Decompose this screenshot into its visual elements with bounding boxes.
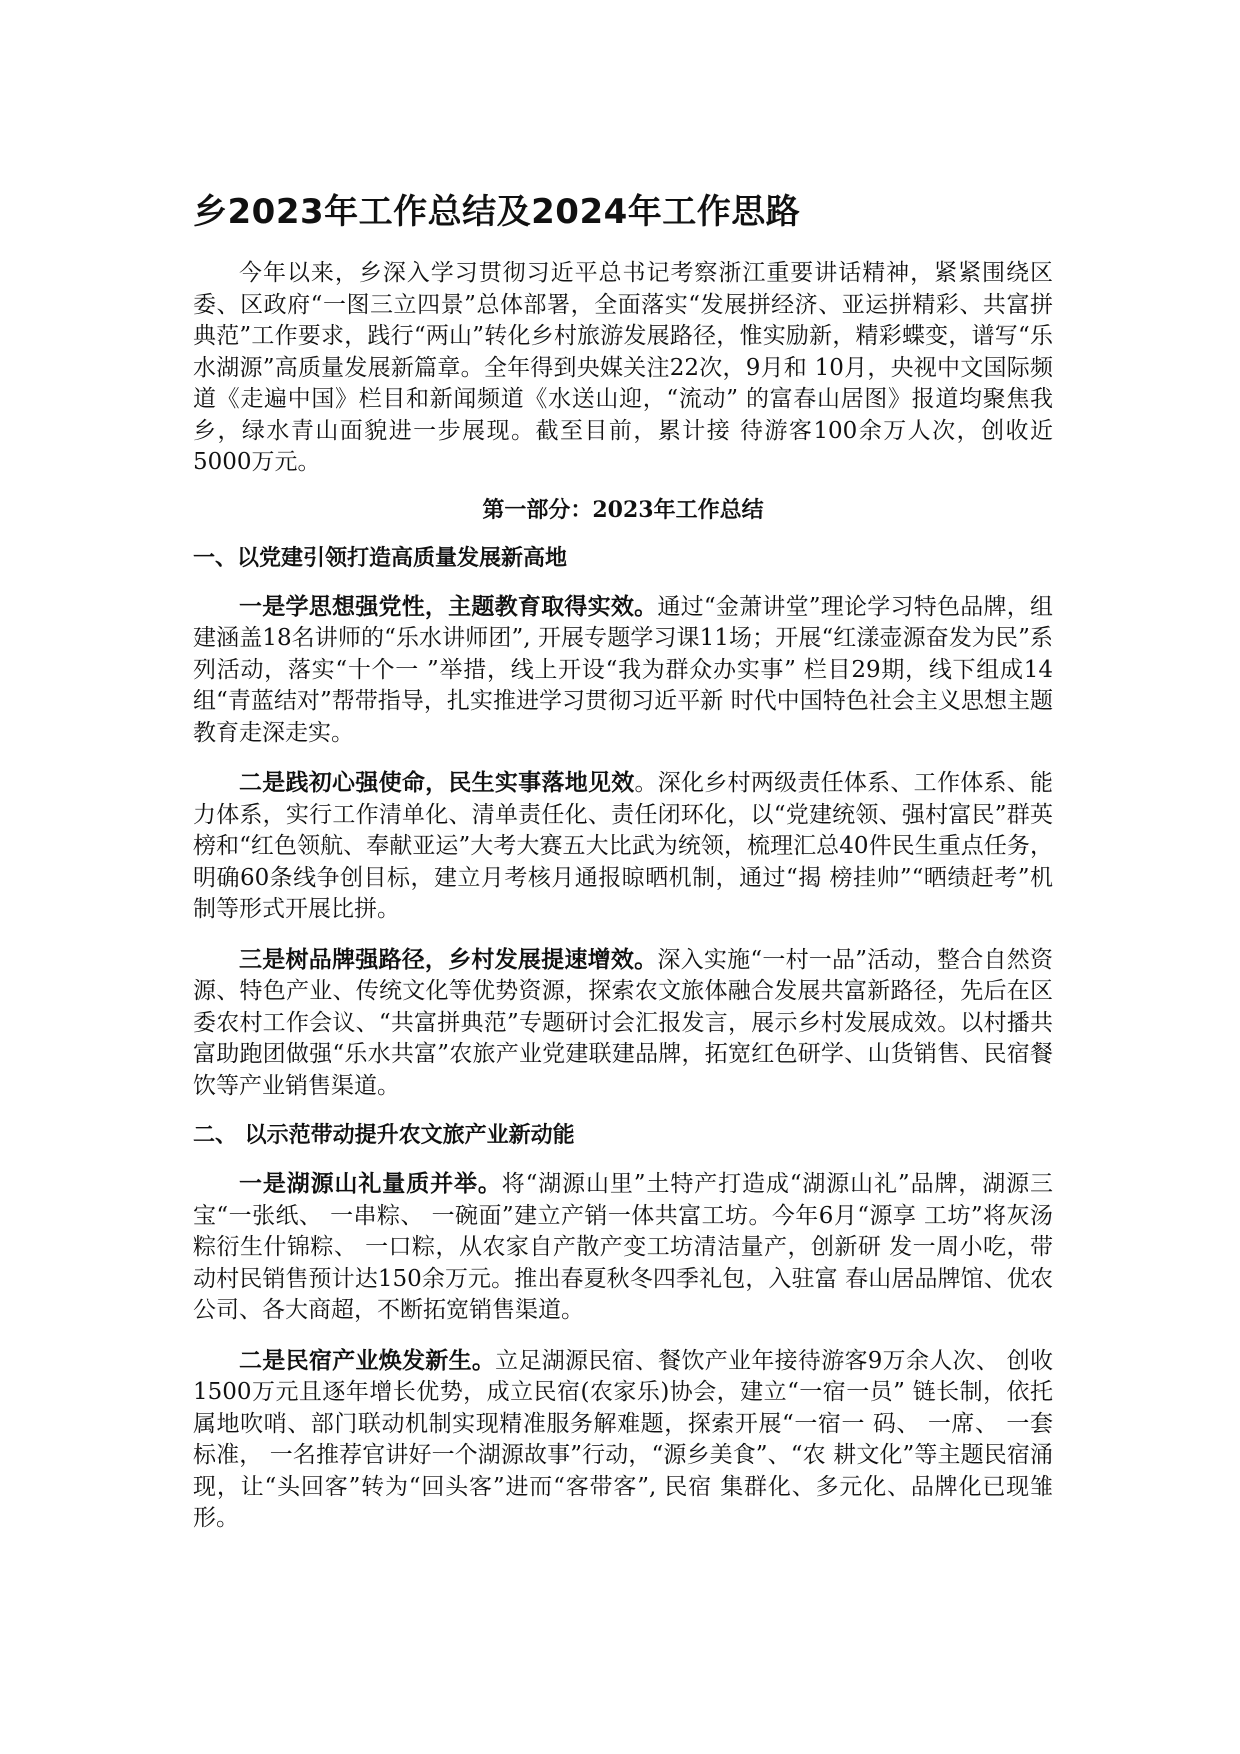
item-lead: 一是学思想强党性，主题教育取得实效。	[239, 592, 658, 620]
item-text: 深入实施“一村一品”活动，整合自然资源、特色产业、传统文化等优势资源，探索农文旅体融合发展共富新路径，先后在区委农村工作会议、“共富拼典范”专题研讨会汇报发言，展示乡村发展成效。以村播共富助跑团做强“乐水共富”农旅产业党建联建品牌，拓宽红色研学、山货销售、民宿餐饮等产业销售渠道。	[193, 946, 1053, 1099]
section1-item-2	[193, 767, 1053, 926]
document-title: 乡2023年工作总结及2024年工作思路	[193, 192, 801, 232]
section2-item-2	[193, 1345, 1053, 1535]
section1-item-3	[193, 944, 1053, 1103]
section2-item-1	[193, 1168, 1053, 1327]
item-text: 将“湖源山里”土特产打造成“湖源山礼”品牌，湖源三宝“一张纸、 一串粽、 一碗面”建立产销一体共富工坊。今年6月“源享 工坊”将灰汤粽衍生什锦粽、 一口粽，从农家自产散产变工坊清洁量产，创新研 发一周小吃，带动村民销售预计达150余万元。推出春夏秋冬四季礼包，入驻富 春山居品牌馆、优农公司、各大商超，不断拓宽销售渠道。	[193, 1171, 1053, 1323]
document-page	[193, 188, 1053, 1553]
part-heading: 第一部分：2023年工作总结	[482, 496, 764, 523]
section1-item-1	[193, 591, 1053, 750]
item-lead: 一是湖源山礼量质并举。	[239, 1170, 502, 1197]
item-text: 立足湖源民宿、餐饮产业年接待游客9万余人次、 创收1500万元且逐年增长优势，成立民宿(农家乐)协会，建立“一宿一员” 链长制，依托属地吹哨、部门联动机制实现精准服务解难题，探索开展“一宿一 码、 一席、 一套标准， 一名推荐官讲好一个湖源故事”行动，“源乡美食”、“农 耕文化”等主题民宿涌现，让“头回客”转为“回头客”进而“客带客”, 民宿 集群化、多元化、品牌化已现雏形。	[193, 1347, 1054, 1531]
item-lead: 二是民宿产业焕发新生。	[239, 1346, 496, 1374]
item-lead: 二是践初心强使命，民生实事落地见效	[239, 769, 635, 796]
intro-paragraph: 今年以来，乡深入学习贯彻习近平总书记考察浙江重要讲话精神，紧紧围绕区委、区政府“一图三立四景”总体部署，全面落实“发展拼经济、亚运拼精彩、共富拼典范”工作要求，践行“两山”转化乡村旅游发展路径，惟实励新，精彩蝶变，谱写“乐水湖源”高质量发展新篇章。全年得到央媒关注22次，9月和 10月，央视中文国际频道《走遍中国》栏目和新闻频道《水送山迎，“流动” 的富春山居图》报道均聚焦我乡，绿水青山面貌进一步展现。截至目前，累计接 待游客100余万人次，创收近5000万元。	[193, 260, 1053, 475]
section-heading-2: 二、 以示范带动提升农文旅产业新动能	[193, 1122, 575, 1148]
item-text: 。深化乡村两级责任体系、工作体系、能力体系，实行工作清单化、清单责任化、责任闭环化，以“党建统领、强村富民”群英榜和“红色领航、奉献亚运”大考大赛五大比武为统领，梳理汇总40件民生重点任务，明确60条线争创目标，建立月考核月通报晾晒机制，通过“揭 榜挂帅”“晒绩赶考”机制等形式开展比拼。	[193, 770, 1054, 922]
section-heading-1: 一、以党建引领打造高质量发展新高地	[193, 544, 568, 571]
item-lead: 三是树品牌强路径，乡村发展提速增效。	[239, 945, 658, 973]
item-text: 通过“金萧讲堂”理论学习特色品牌，组建涵盖18名讲师的“乐水讲师团”, 开展专题学习课11场；开展“红漾壶源奋发为民”系列活动，落实“十个一 ”举措，线上开设“我为群众办实事” 栏目29期，线下组成14组“青蓝结对”帮带指导，扎实推进学习贯彻习近平新 时代中国特色社会主义思想主题教育走深走实。	[193, 593, 1053, 746]
